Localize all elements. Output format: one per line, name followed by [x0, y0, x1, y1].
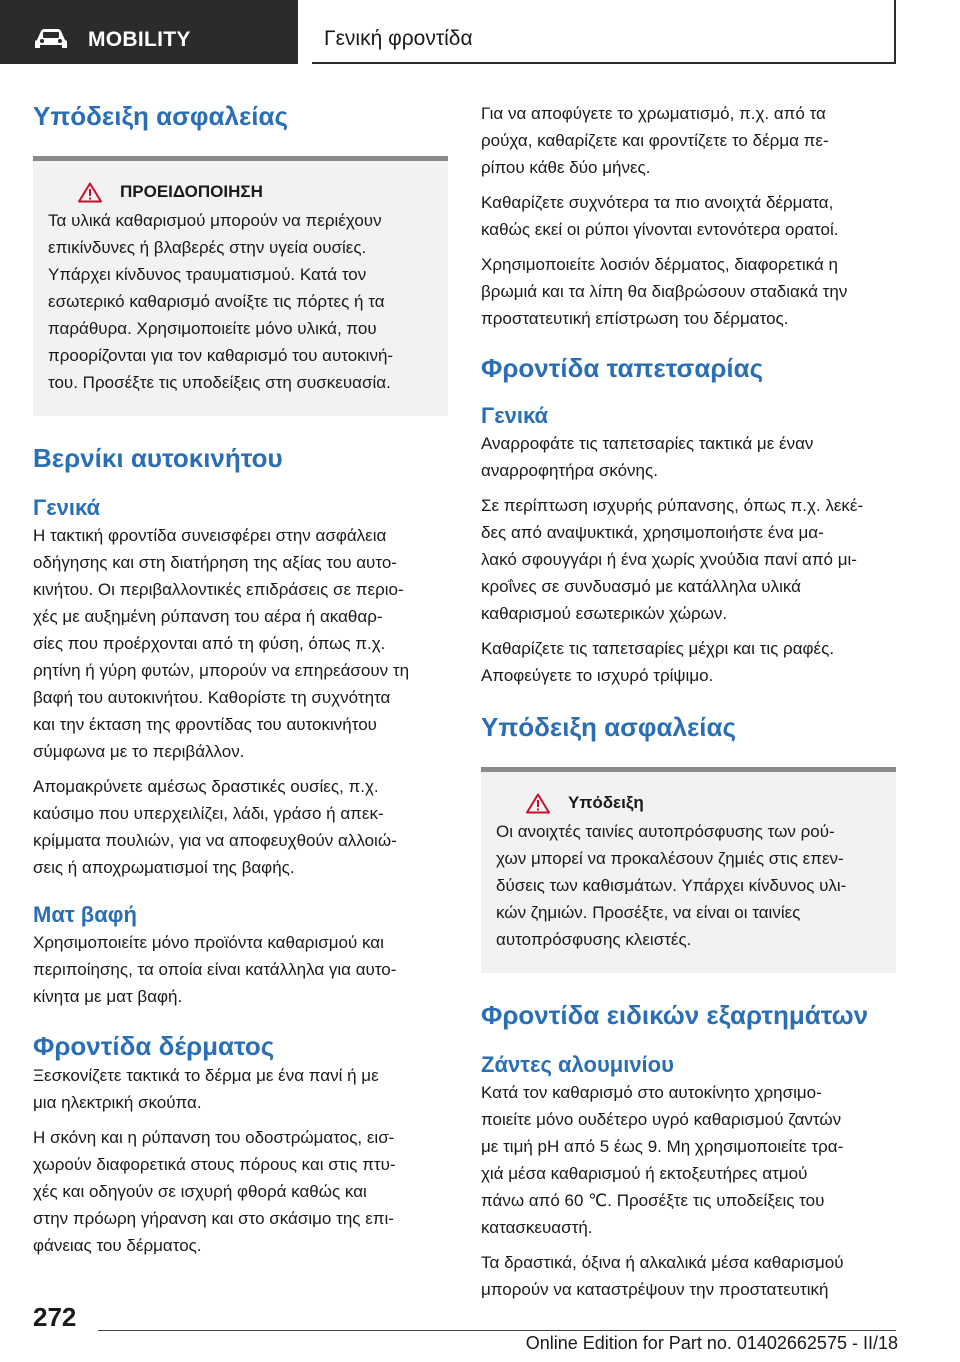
- text-line: κροΐνες σε συνδυασμό με κατάλληλα υλικά: [481, 577, 801, 596]
- carpet-paragraph-2: [481, 492, 896, 627]
- text-line: ρούχα, καθαρίζετε και φροντίζετε το δέρμα πε-: [481, 131, 829, 150]
- text-line: κίνητα με ματ βαφή.: [33, 987, 183, 1006]
- text-line: αναρροφητήρα σκόνης.: [481, 461, 658, 480]
- chapter-title-box: [312, 0, 896, 64]
- leather-paragraph-5: [481, 251, 896, 332]
- text-line: ρητίνη ή γύρη φυτών, μπορούν να επηρεάσουν τη: [33, 661, 410, 680]
- text-line: του. Προσέξτε τις υποδείξεις στη συσκευασία.: [48, 373, 391, 392]
- general-paragraph-1: [33, 522, 448, 765]
- text-line: Χρησιμοποιείτε μόνο προϊόντα καθαρισμού και: [33, 933, 384, 952]
- text-line: βρωμιά και τα λίπη θα διαβρώσουν σταδιακά την: [481, 282, 848, 301]
- matt-paragraph: [33, 929, 448, 1010]
- note-header: [496, 790, 881, 816]
- text-line: Αποφεύγετε το ισχυρό τρίψιμο.: [481, 666, 714, 685]
- text-line: ρίπου κάθε δύο μήνες.: [481, 158, 651, 177]
- text-line: και την έκταση της φροντίδας του αυτοκινήτου: [33, 715, 377, 734]
- right-column: [481, 100, 896, 1303]
- text-line: ποιείτε μόνο ουδέτερο υγρό καθαρισμού ζαντών: [481, 1110, 842, 1129]
- text-line: εσωτερικό καθαρισμό ανοίξτε τις πόρτες ή τα: [48, 292, 385, 311]
- text-line: με τιμή pH από 5 έως 9. Μη χρησιμοποιείτε τρα-: [481, 1137, 844, 1156]
- text-line: καύσιμο που υπερχειλίζει, λάδι, γράσο ή απεκ-: [33, 804, 384, 823]
- carpet-paragraph-1: [481, 430, 896, 484]
- wheels-heading: Ζάντες αλουμινίου: [481, 1052, 674, 1077]
- text-line: βαφή του αυτοκινήτου. Καθορίστε τη συχνότητα: [33, 688, 391, 707]
- text-line: κινήτου. Οι περιβαλλοντικές επιδράσεις σε περιο-: [33, 580, 404, 599]
- text-line: χων μπορεί να προκαλέσουν ζημιές στις επεν-: [496, 849, 844, 868]
- carpet-paragraph-3: [481, 635, 896, 689]
- text-line: Αναρροφάτε τις ταπετσαρίες τακτικά με έναν: [481, 434, 814, 453]
- special-parts-heading: Φροντίδα ειδικών εξαρτημάτων: [481, 1000, 869, 1030]
- text-line: Σε περίπτωση ισχυρής ρύπανσης, όπως π.χ. λεκέ-: [481, 496, 864, 515]
- warning-triangle-icon: [526, 793, 550, 814]
- text-line: κατασκευαστή.: [481, 1218, 593, 1237]
- text-line: πάνω από 60 ℃. Προσέξτε τις υποδείξεις του: [481, 1191, 825, 1210]
- text-line: καθαρισμού εσωτερικών χώρων.: [481, 604, 728, 623]
- left-column: [33, 100, 448, 1259]
- footer-divider: [98, 1330, 896, 1331]
- text-line: χιά μέσα καθαρισμού ή εκτοξευτήρες ατμού: [481, 1164, 808, 1183]
- text-line: καθώς εκεί οι ρύποι γίνονται εντονότερα ορατοί.: [481, 220, 839, 239]
- warning-box: [33, 156, 448, 416]
- warning-text: [48, 207, 433, 396]
- text-line: λακό σφουγγάρι ή ένα χωρίς χνούδια πανί από μι-: [481, 550, 857, 569]
- general-paragraph-2: [33, 773, 448, 881]
- leather-heading: Φροντίδα δέρματος: [33, 1031, 275, 1061]
- text-line: δες από αναψυκτικά, χρησιμοποιήστε ένα μα-: [481, 523, 824, 542]
- text-line: περιποίησης, τα οποία είναι κατάλληλα για αυτο-: [33, 960, 397, 979]
- text-line: Για να αποφύγετε το χρωματισμό, π.χ. από τα: [481, 104, 826, 123]
- wheels-paragraph-1: [481, 1079, 896, 1241]
- note-box: [481, 767, 896, 973]
- text-line: Χρησιμοποιείτε λοσιόν δέρματος, διαφορετικά η: [481, 255, 838, 274]
- text-line: Ξεσκονίζετε τακτικά το δέρμα με ένα πανί ή με: [33, 1066, 379, 1085]
- safety-heading-2: Υπόδειξη ασφαλείας: [481, 712, 737, 742]
- text-line: φάνειας του δέρματος.: [33, 1236, 202, 1255]
- leather-paragraph-1: [33, 1062, 448, 1116]
- text-line: Η τακτική φροντίδα συνεισφέρει στην ασφάλεια: [33, 526, 387, 545]
- text-line: Καθαρίζετε τις ταπετσαρίες μέχρι και τις ραφές.: [481, 639, 835, 658]
- warning-header: [48, 179, 433, 205]
- warning-triangle-icon: [78, 182, 102, 203]
- chapter-title: Γενική φροντίδα: [324, 27, 473, 50]
- text-line: παράθυρα. Χρησιμοποιείτε μόνο υλικά, που: [48, 319, 377, 338]
- leather-paragraph-4: [481, 189, 896, 243]
- text-line: προορίζονται για τον καθαρισμό του αυτοκινή-: [48, 346, 394, 365]
- section-tab[interactable]: [0, 0, 298, 64]
- text-line: προστατευτική επίστρωση του δέρματος.: [481, 309, 789, 328]
- text-line: Απομακρύνετε αμέσως δραστικές ουσίες, π.χ.: [33, 777, 379, 796]
- text-line: κών ζημιών. Προσέξτε, να είναι οι ταινίες: [496, 903, 801, 922]
- varnish-heading: Βερνίκι αυτοκινήτου: [33, 443, 283, 473]
- text-line: αυτοπρόσφυσης κλειστές.: [496, 930, 692, 949]
- general-heading: Γενικά: [33, 495, 101, 520]
- text-line: στην πρόωρη γήρανση και στο σκάσιμο της επι-: [33, 1209, 394, 1228]
- text-line: σύμφωνα με το περιβάλλον.: [33, 742, 245, 761]
- text-line: Τα δραστικά, όξινα ή αλκαλικά μέσα καθαρισμού: [481, 1253, 844, 1272]
- carpet-general-heading: Γενικά: [481, 403, 549, 428]
- text-line: χές με αυξημένη ρύπανση του αέρα ή ακαθαρ-: [33, 607, 383, 626]
- page-number: 272: [33, 1302, 77, 1332]
- text-line: Τα υλικά καθαρισμού μπορούν να περιέχουν: [48, 211, 382, 230]
- text-line: σεις ή αποχρωματισμοί της βαφής.: [33, 858, 295, 877]
- text-line: Οι ανοιχτές ταινίες αυτοπρόσφυσης των ρού-: [496, 822, 835, 841]
- text-line: Καθαρίζετε συχνότερα τα πιο ανοιχτά δέρματα,: [481, 193, 834, 212]
- text-line: επικίνδυνες ή βλαβερές στην υγεία ουσίες.: [48, 238, 367, 257]
- text-line: οδήγησης και στη διατήρηση της αξίας του αυτο-: [33, 553, 397, 572]
- carpet-heading: Φροντίδα ταπετσαρίας: [481, 353, 764, 383]
- wheels-paragraph-2: [481, 1249, 896, 1303]
- text-line: χωρούν διαφορετικά στους πόρους και στις πτυ-: [33, 1155, 396, 1174]
- warning-title: ΠΡΟΕΙΔΟΠΟΙΗΣΗ: [120, 182, 263, 201]
- car-icon: [33, 28, 69, 50]
- note-title: Υπόδειξη: [568, 793, 644, 812]
- text-line: σίες που προέρχονται από τη φύση, όπως π.χ.: [33, 634, 386, 653]
- section-tab-label: MOBILITY: [88, 28, 191, 51]
- note-text: [496, 818, 881, 953]
- safety-heading: Υπόδειξη ασφαλείας: [33, 101, 289, 131]
- text-line: μια ηλεκτρική σκούπα.: [33, 1093, 202, 1112]
- matt-heading: Ματ βαφή: [33, 902, 137, 927]
- text-line: Υπάρχει κίνδυνος τραυματισμού. Κατά τον: [48, 265, 367, 284]
- edition-text: Online Edition for Part no. 01402662575 - II/18: [525, 1333, 898, 1353]
- leather-paragraph-2: [33, 1124, 448, 1259]
- text-line: χές και οδηγούν σε ισχυρή φθορά καθώς και: [33, 1182, 367, 1201]
- leather-paragraph-3: [481, 100, 896, 181]
- text-line: κρίμματα πουλιών, για να αποφευχθούν αλλοιώ-: [33, 831, 397, 850]
- text-line: Η σκόνη και η ρύπανση του οδοστρώματος, εισ-: [33, 1128, 395, 1147]
- text-line: μπορούν να καταστρέψουν την προστατευτική: [481, 1280, 829, 1299]
- text-line: δύσεις των καθισμάτων. Υπάρχει κίνδυνος υλι-: [496, 876, 847, 895]
- text-line: Κατά τον καθαρισμό στο αυτοκίνητο χρησιμο-: [481, 1083, 822, 1102]
